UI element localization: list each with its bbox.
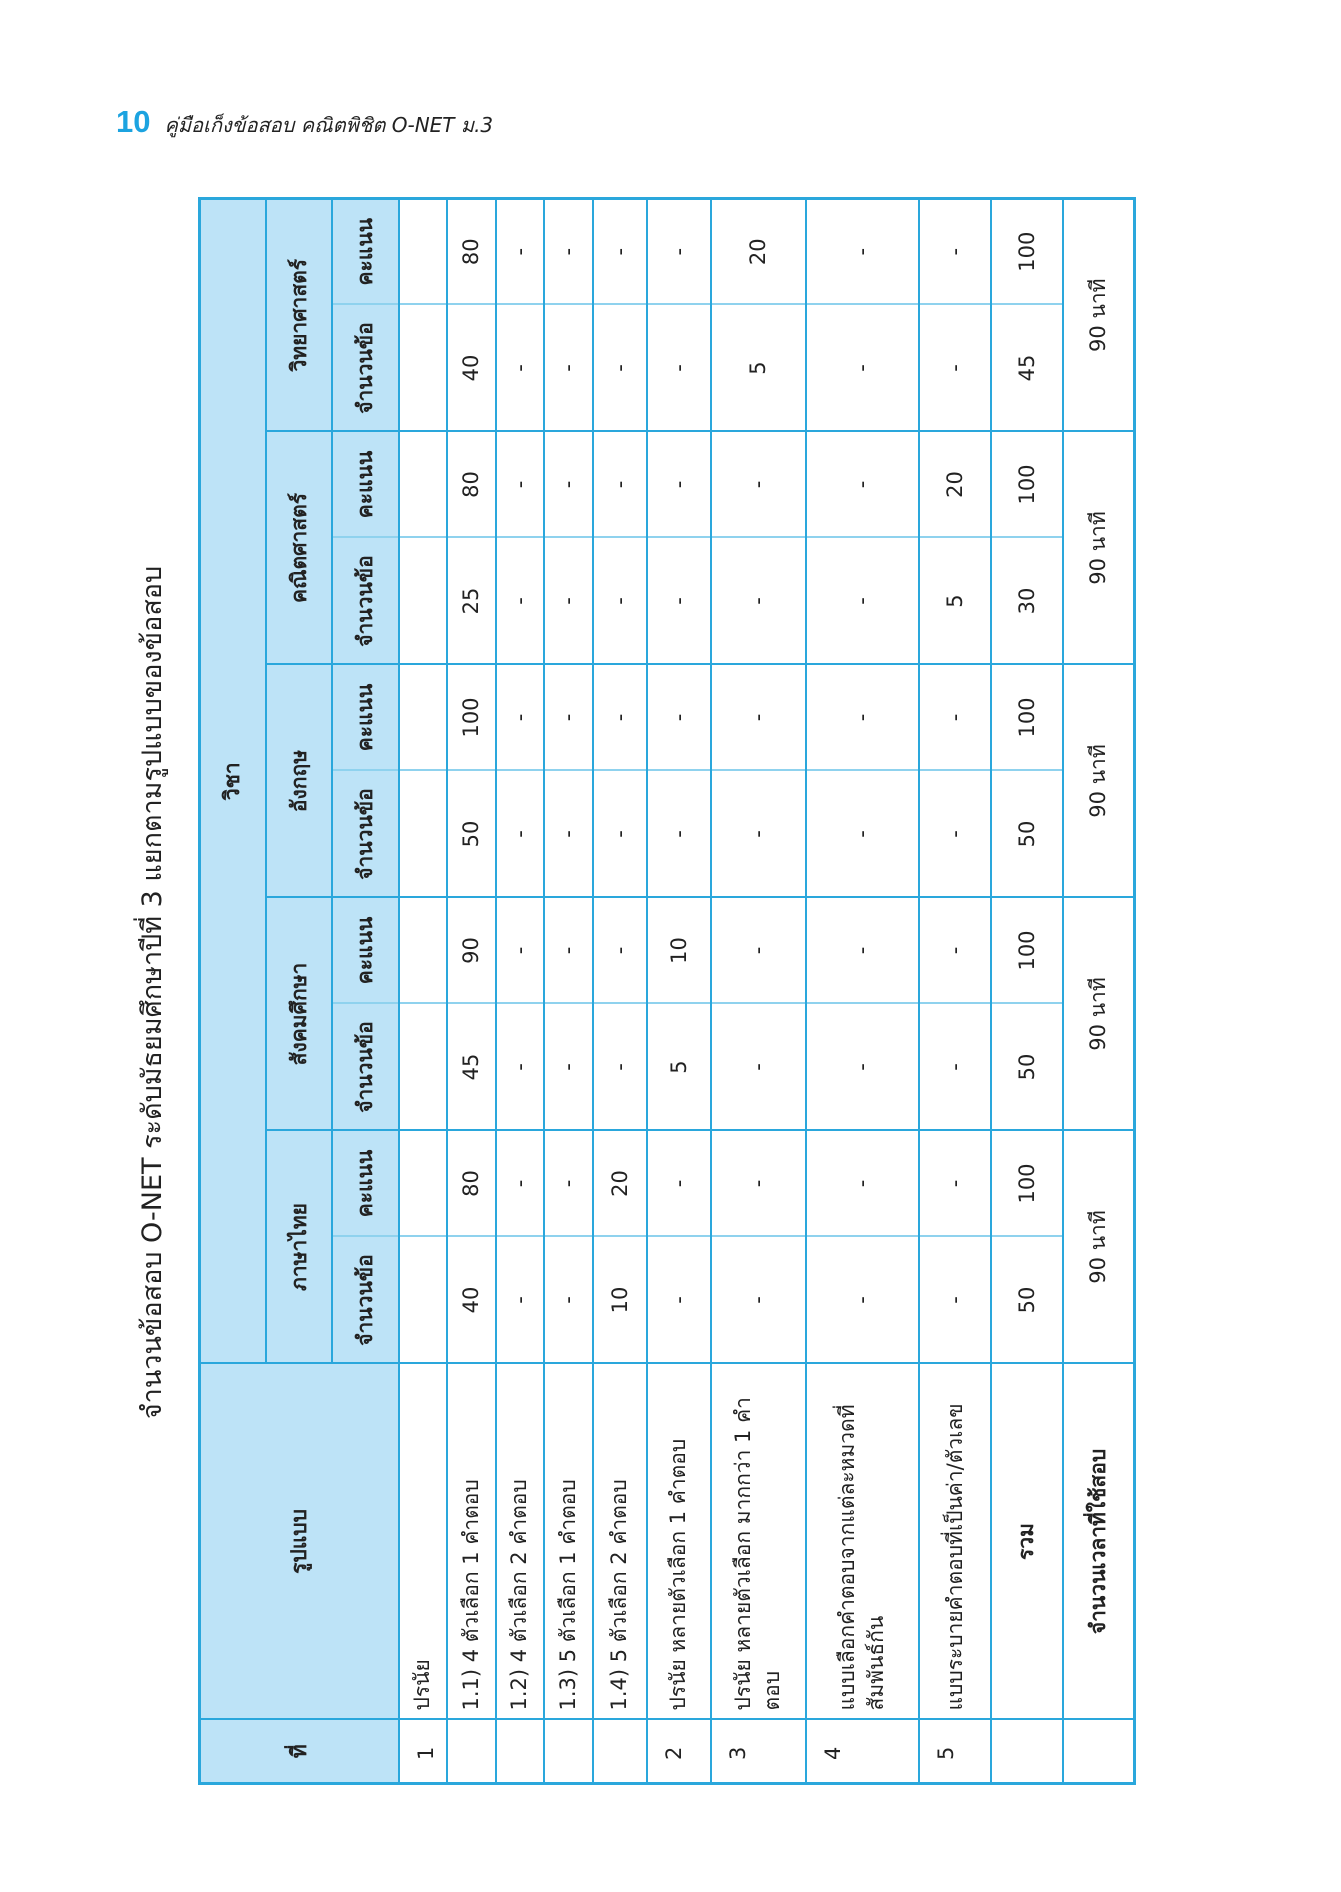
row-cell: - [806,898,920,1004]
table-body [399,198,991,1783]
table-row [496,198,544,1783]
row-cell [399,771,447,898]
row-cell [399,898,447,1004]
row-cell [399,432,447,538]
row-cell: - [544,198,592,304]
row-cell: - [544,1131,592,1237]
row-cell: - [647,1237,710,1364]
row-cell: - [496,305,544,432]
row-cell: 100 [447,665,495,771]
row-format: ปรนัย หลายตัวเลือก มากกว่า 1 คำตอบ [711,1364,806,1720]
row-cell: - [806,432,920,538]
row-cell: - [711,1237,806,1364]
time-cell: 90 นาที [1063,898,1135,1131]
time-row [1063,198,1135,1783]
row-cell: - [711,1004,806,1131]
row-cell: 5 [919,538,991,665]
time-cell: 90 นาที [1063,665,1135,898]
table-title: จำนวนข้อสอบ O-NET ระดับมัธยมศึกษาปีที่ 3 แยกตามรูปแบบของข้อสอบ [137,565,168,1420]
row-cell: - [919,198,991,304]
row-cell [399,305,447,432]
header-subject-science: วิทยาศาสตร์ [266,198,332,431]
row-format: 1.1) 4 ตัวเลือก 1 คำตอบ [447,1364,495,1720]
row-cell: - [544,305,592,432]
row-cell: - [647,771,710,898]
row-cell: - [806,305,920,432]
row-cell [399,538,447,665]
total-cell: 100 [991,432,1063,538]
row-cell: - [806,1131,920,1237]
row-cell: - [593,1004,648,1131]
header-subject-thai: ภาษาไทย [266,1131,332,1364]
header-score: คะแนน [332,432,398,538]
row-format: ปรนัย หลายตัวเลือก 1 คำตอบ [647,1364,710,1720]
row-cell: - [806,1004,920,1131]
row-no: 4 [806,1720,920,1784]
row-cell: - [919,898,991,1004]
row-cell: - [806,771,920,898]
row-cell: 45 [447,1004,495,1131]
total-cell: 50 [991,1004,1063,1131]
row-cell: 80 [447,432,495,538]
row-cell: 10 [647,898,710,1004]
row-cell: - [919,305,991,432]
row-no: 5 [919,1720,991,1784]
table-row [806,198,920,1783]
header-score: คะแนน [332,1131,398,1237]
row-cell: - [593,771,648,898]
row-no: 1 [399,1720,447,1784]
header-no: ที่ [200,1720,399,1784]
row-cell: - [544,665,592,771]
row-cell: 5 [647,1004,710,1131]
page-number: 10 [116,104,151,139]
table-row [447,198,495,1783]
row-no [593,1720,648,1784]
header-subject-english: อังกฤษ [266,665,332,898]
page-header [116,104,493,141]
row-cell: - [544,432,592,538]
row-cell: - [593,432,648,538]
table-row [647,198,710,1783]
row-cell: - [593,305,648,432]
table-row [919,198,991,1783]
row-cell: - [806,665,920,771]
table-row [593,198,648,1783]
header-subject-math: คณิตศาสตร์ [266,432,332,665]
row-cell: - [919,1131,991,1237]
total-cell: 100 [991,665,1063,771]
total-cell: 50 [991,771,1063,898]
header-count: จำนวนข้อ [332,1004,398,1131]
row-cell: - [919,1237,991,1364]
row-cell: - [919,771,991,898]
row-cell: - [544,898,592,1004]
row-cell: 5 [711,305,806,432]
time-cell: 90 นาที [1063,432,1135,665]
header-score: คะแนน [332,898,398,1004]
row-format: 1.2) 4 ตัวเลือก 2 คำตอบ [496,1364,544,1720]
total-cell: 100 [991,198,1063,304]
row-cell: 10 [593,1237,648,1364]
row-cell: 50 [447,771,495,898]
row-cell: 20 [919,432,991,538]
row-cell: - [711,898,806,1004]
row-cell: 90 [447,898,495,1004]
row-cell: 80 [447,1131,495,1237]
row-cell: - [711,538,806,665]
total-row [991,198,1063,1783]
total-no [991,1720,1063,1784]
total-cell: 30 [991,538,1063,665]
row-cell: - [496,1131,544,1237]
row-cell: - [711,432,806,538]
table-row [544,198,592,1783]
header-format: รูปแบบ [200,1364,399,1720]
row-cell: 25 [447,538,495,665]
row-cell: - [647,538,710,665]
row-cell: - [496,538,544,665]
row-cell: - [496,771,544,898]
row-cell: - [711,771,806,898]
row-cell: 40 [447,1237,495,1364]
row-cell: - [647,198,710,304]
row-no [496,1720,544,1784]
row-cell: - [496,898,544,1004]
row-cell: - [496,1004,544,1131]
row-cell: - [544,771,592,898]
row-cell: - [711,1131,806,1237]
row-cell: - [647,305,710,432]
time-no [1063,1720,1135,1784]
row-cell: - [496,432,544,538]
row-no [447,1720,495,1784]
header-score: คะแนน [332,198,398,304]
row-no [544,1720,592,1784]
table-row [711,198,806,1783]
row-no: 3 [711,1720,806,1784]
row-cell: - [496,1237,544,1364]
header-count: จำนวนข้อ [332,1237,398,1364]
total-label: รวม [991,1364,1063,1720]
row-cell: - [544,538,592,665]
row-cell: - [496,665,544,771]
row-format: แบบระบายคำตอบที่เป็นค่า/ตัวเลข [919,1364,991,1720]
book-title: คู่มือเก็งข้อสอบ คณิตพิชิต O-NET ม.3 [164,113,494,137]
total-cell: 50 [991,1237,1063,1364]
rotated-table-block [137,200,1136,1785]
header-count: จำนวนข้อ [332,305,398,432]
row-cell: - [711,665,806,771]
total-cell: 100 [991,1131,1063,1237]
row-cell: - [544,1004,592,1131]
row-cell: - [593,898,648,1004]
time-label: จำนวนเวลาที่ใช้สอบ [1063,1364,1135,1720]
row-cell: - [806,198,920,304]
row-cell: - [919,665,991,771]
row-cell: - [806,538,920,665]
row-cell: - [496,198,544,304]
row-cell: - [593,198,648,304]
row-cell: - [647,665,710,771]
row-cell: - [647,432,710,538]
row-cell: 20 [711,198,806,304]
table-row [399,198,447,1783]
row-cell: 40 [447,305,495,432]
time-cell: 90 นาที [1063,198,1135,431]
header-subject-group: วิชา [200,198,266,1363]
exam-format-table [198,197,1136,1785]
row-cell: - [544,1237,592,1364]
row-cell [399,1131,447,1237]
row-cell [399,198,447,304]
row-format: 1.3) 5 ตัวเลือก 1 คำตอบ [544,1364,592,1720]
header-subject-social: สังคมศึกษา [266,898,332,1131]
row-cell [399,1004,447,1131]
row-format: 1.4) 5 ตัวเลือก 2 คำตอบ [593,1364,648,1720]
row-cell: - [919,1004,991,1131]
header-count: จำนวนข้อ [332,771,398,898]
time-cell: 90 นาที [1063,1131,1135,1364]
row-cell: - [593,665,648,771]
row-cell: - [647,1131,710,1237]
row-cell: - [593,538,648,665]
row-cell: - [806,1237,920,1364]
total-cell: 100 [991,898,1063,1004]
row-format: ปรนัย [399,1364,447,1720]
row-format: แบบเลือกคำตอบจากแต่ละหมวดที่สัมพันธ์กัน [806,1364,920,1720]
row-cell: 80 [447,198,495,304]
row-cell [399,1237,447,1364]
header-count: จำนวนข้อ [332,538,398,665]
row-cell: 20 [593,1131,648,1237]
header-score: คะแนน [332,665,398,771]
row-cell [399,665,447,771]
row-no: 2 [647,1720,710,1784]
total-cell: 45 [991,305,1063,432]
